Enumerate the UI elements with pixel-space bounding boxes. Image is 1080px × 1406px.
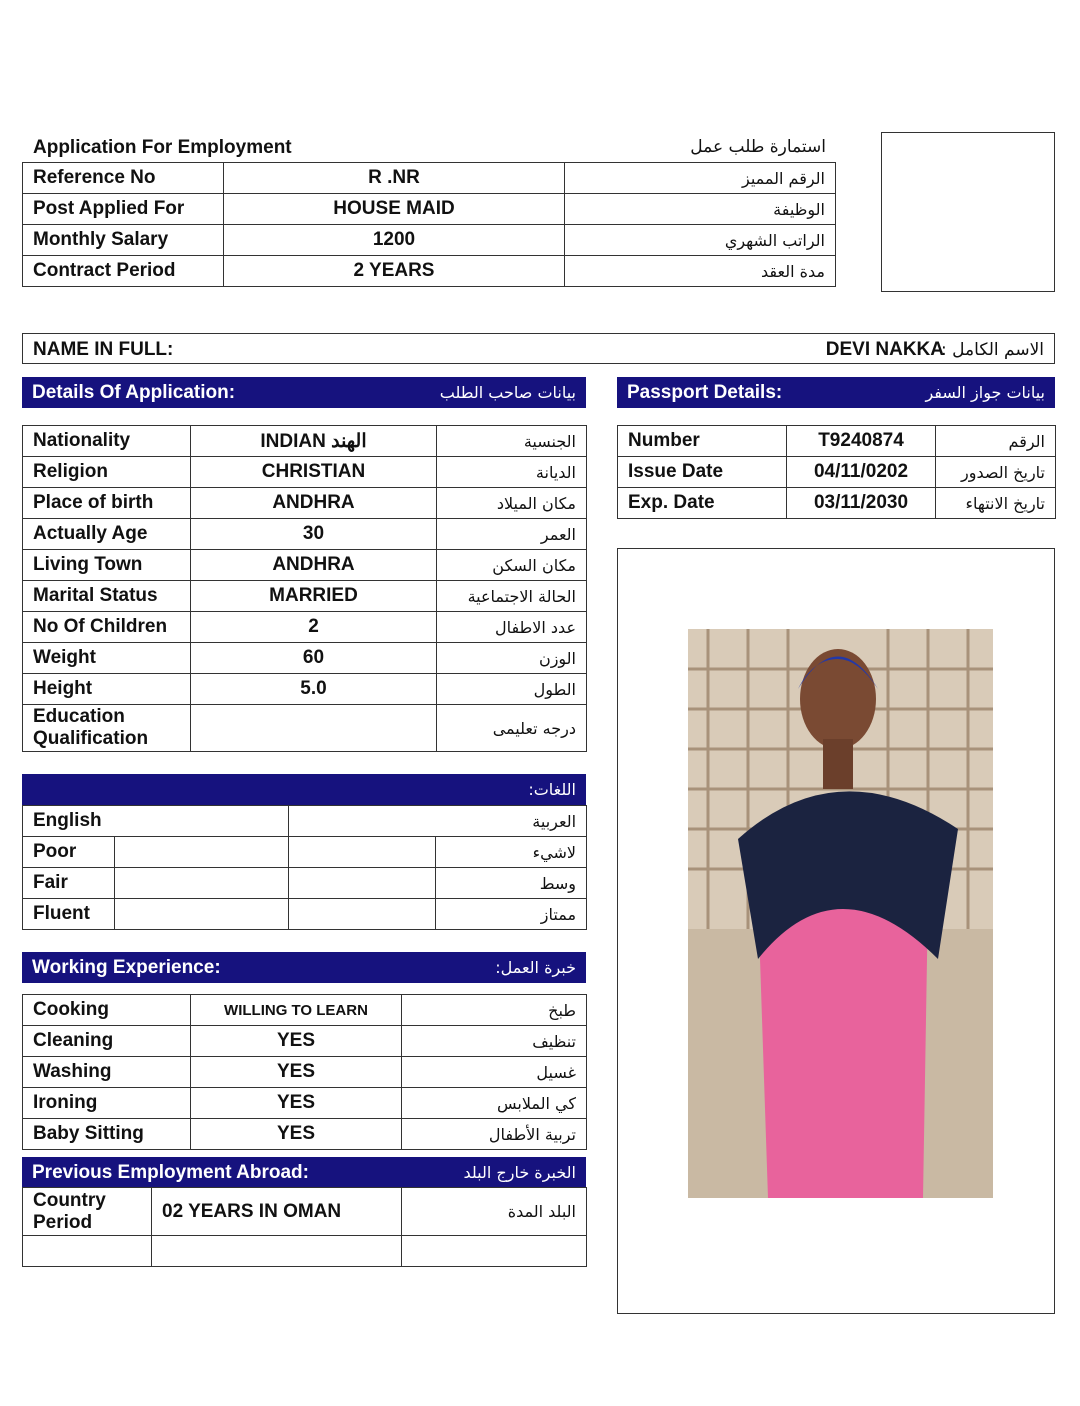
field-value: 04/11/0202 [787, 457, 936, 488]
passport-row [618, 426, 1056, 457]
passport-header-ar: بيانات جواز السفر [925, 383, 1045, 402]
level-check-cell [115, 899, 289, 930]
field-label-ar: الجنسية [437, 426, 587, 457]
field-label: Post Applied For [23, 194, 224, 225]
summary-table [22, 162, 836, 287]
skill-label: Ironing [23, 1088, 191, 1119]
field-value [191, 705, 437, 752]
previous-employment-header [22, 1157, 586, 1188]
field-label-ar: العمر [437, 519, 587, 550]
language-level-row [23, 899, 587, 930]
level-check-cell [115, 837, 289, 868]
country-period-label: Country Period [23, 1188, 152, 1236]
previous-header-en: Previous Employment Abroad: [32, 1161, 309, 1183]
country-period-label-ar: البلد المدة [402, 1188, 587, 1236]
field-label: Place of birth [23, 488, 191, 519]
field-value: 03/11/2030 [787, 488, 936, 519]
field-label-ar: مكان السكن [437, 550, 587, 581]
skill-label-ar: طبخ [402, 995, 587, 1026]
previous-row [23, 1188, 587, 1236]
skill-label: Cooking [23, 995, 191, 1026]
details-header [22, 377, 586, 408]
field-label: Contract Period [23, 256, 224, 287]
level-label: Fluent [23, 899, 115, 930]
field-label-ar: الوظيفة [565, 194, 836, 225]
experience-row [23, 1057, 587, 1088]
experience-header-ar: خبرة العمل: [495, 958, 576, 977]
passport-header-en: Passport Details: [627, 381, 783, 403]
language-en: English [23, 806, 289, 837]
field-label-ar: تاريخ الصدور [936, 457, 1056, 488]
field-value: R .NR [224, 163, 565, 194]
field-label: Reference No [23, 163, 224, 194]
level-check-cell [289, 868, 436, 899]
photo-frame [617, 548, 1055, 1314]
form-title-en: Application For Employment [33, 137, 292, 158]
language-ar: العربية [289, 806, 587, 837]
field-label-ar: درجه تعليمى [437, 705, 587, 752]
languages-table [22, 805, 587, 930]
field-value: ANDHRA [191, 550, 437, 581]
level-label: Fair [23, 868, 115, 899]
passport-table [617, 425, 1056, 519]
field-label: No Of Children [23, 612, 191, 643]
photo-placeholder-box [881, 132, 1055, 292]
field-value: 1200 [224, 225, 565, 256]
summary-row [23, 194, 836, 225]
details-row [23, 674, 587, 705]
field-label: Issue Date [618, 457, 787, 488]
field-label: Actually Age [23, 519, 191, 550]
level-label-ar: ممتاز [436, 899, 587, 930]
applicant-photo [688, 629, 993, 1198]
experience-row [23, 995, 587, 1026]
details-row [23, 426, 587, 457]
passport-row [618, 488, 1056, 519]
field-label-ar: الرقم المميز [565, 163, 836, 194]
skill-label: Washing [23, 1057, 191, 1088]
details-table [22, 425, 587, 752]
field-value: HOUSE MAID [224, 194, 565, 225]
field-label: Living Town [23, 550, 191, 581]
details-row [23, 705, 587, 752]
details-row [23, 519, 587, 550]
skill-label-ar: تربية الأطفال [402, 1119, 587, 1150]
previous-row-empty [23, 1236, 587, 1267]
field-label-ar: الراتب الشهري [565, 225, 836, 256]
skill-value: YES [191, 1088, 402, 1119]
field-value: 2 YEARS [224, 256, 565, 287]
details-row [23, 643, 587, 674]
passport-row [618, 457, 1056, 488]
language-level-row [23, 868, 587, 899]
level-check-cell [115, 868, 289, 899]
field-label-ar: مكان الميلاد [437, 488, 587, 519]
field-label-ar: الديانة [437, 457, 587, 488]
field-label: Nationality [23, 426, 191, 457]
country-period-value: 02 YEARS IN OMAN [152, 1188, 402, 1236]
field-label-ar: عدد الاطفال [437, 612, 587, 643]
experience-header [22, 952, 586, 983]
details-row [23, 488, 587, 519]
field-label: Exp. Date [618, 488, 787, 519]
level-label-ar: لاشيء [436, 837, 587, 868]
field-value: MARRIED [191, 581, 437, 612]
experience-table [22, 994, 587, 1150]
details-header-en: Details Of Application: [32, 381, 236, 403]
field-label-ar: الحالة الاجتماعية [437, 581, 587, 612]
field-label: Religion [23, 457, 191, 488]
summary-row [23, 163, 836, 194]
level-label: Poor [23, 837, 115, 868]
skill-value: WILLING TO LEARN [191, 995, 402, 1026]
field-value: 60 [191, 643, 437, 674]
form-title-ar: استمارة طلب عمل [690, 137, 826, 157]
details-row [23, 581, 587, 612]
field-value: CHRISTIAN [191, 457, 437, 488]
field-label: Number [618, 426, 787, 457]
field-value: 5.0 [191, 674, 437, 705]
summary-row [23, 256, 836, 287]
field-label: Height [23, 674, 191, 705]
empty-cell [152, 1236, 402, 1267]
full-name-value: DEVI NAKKA [825, 339, 944, 360]
field-value: INDIAN الهند [191, 426, 437, 457]
skill-label-ar: تنظيف [402, 1026, 587, 1057]
field-label-ar: الوزن [437, 643, 587, 674]
full-name-row [22, 333, 1055, 364]
previous-header-ar: الخبرة خارج البلد [463, 1163, 576, 1182]
languages-header-ar: اللغات: [528, 780, 576, 799]
skill-value: YES [191, 1026, 402, 1057]
full-name-label-ar: الاسم الكامل : [941, 340, 1044, 360]
field-label-ar: الطول [437, 674, 587, 705]
full-name-label: NAME IN FULL: [33, 339, 174, 360]
level-check-cell [289, 837, 436, 868]
field-label: Monthly Salary [23, 225, 224, 256]
languages-header [22, 774, 586, 805]
field-value: 2 [191, 612, 437, 643]
experience-row [23, 1088, 587, 1119]
empty-cell [402, 1236, 587, 1267]
field-label: Marital Status [23, 581, 191, 612]
language-level-row [23, 837, 587, 868]
details-header-ar: بيانات صاحب الطلب [439, 383, 576, 402]
field-value: ANDHRA [191, 488, 437, 519]
details-row [23, 612, 587, 643]
experience-row [23, 1119, 587, 1150]
skill-label: Baby Sitting [23, 1119, 191, 1150]
passport-header [617, 377, 1055, 408]
language-row [23, 806, 587, 837]
experience-header-en: Working Experience: [32, 956, 221, 978]
skill-label: Cleaning [23, 1026, 191, 1057]
skill-value: YES [191, 1119, 402, 1150]
previous-employment-table [22, 1187, 587, 1267]
details-row [23, 550, 587, 581]
summary-row [23, 225, 836, 256]
field-label: Education Qualification [23, 705, 191, 752]
experience-row [23, 1026, 587, 1057]
level-label-ar: وسط [436, 868, 587, 899]
field-value: 30 [191, 519, 437, 550]
field-value: T9240874 [787, 426, 936, 457]
skill-label-ar: كي الملابس [402, 1088, 587, 1119]
field-label-ar: الرقم [936, 426, 1056, 457]
field-label-ar: مدة العقد [565, 256, 836, 287]
field-label-ar: تاريخ الانتهاء [936, 488, 1056, 519]
field-label: Weight [23, 643, 191, 674]
details-row [23, 457, 587, 488]
level-check-cell [289, 899, 436, 930]
empty-cell [23, 1236, 152, 1267]
skill-label-ar: غسيل [402, 1057, 587, 1088]
skill-value: YES [191, 1057, 402, 1088]
